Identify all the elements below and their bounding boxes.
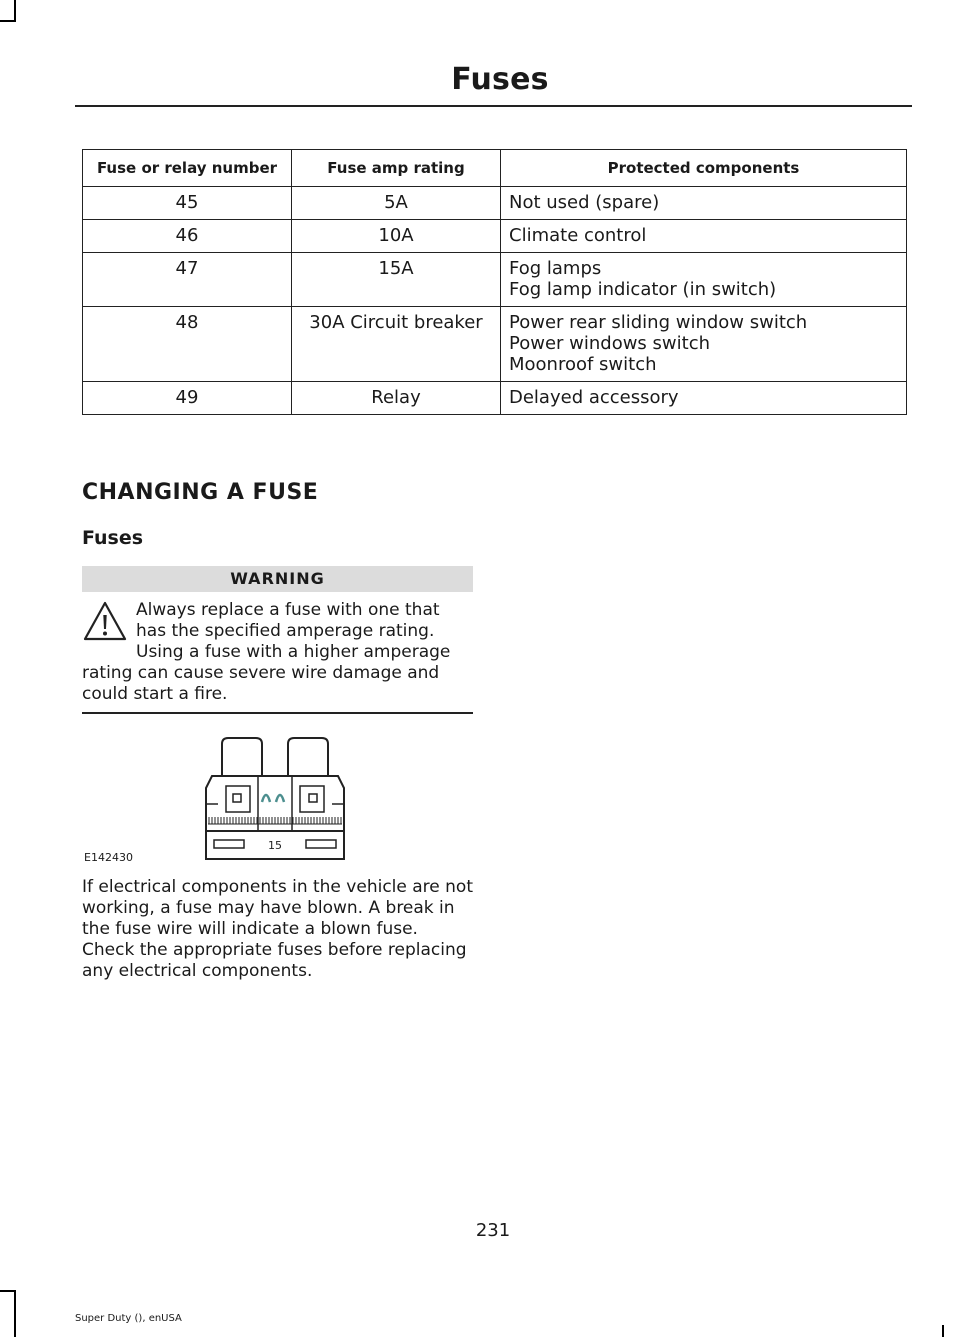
protected-components-cell [501,220,907,253]
fuse-number-cell: 49 [83,382,292,415]
column-header: Protected components [501,150,907,187]
table-row [83,307,907,382]
protected-components-cell [501,307,907,382]
protected-components-cell [501,253,907,307]
column-header: Fuse amp rating [292,150,501,187]
fuse-rating-label: 15 [268,839,282,852]
page-number: 231 [475,1220,511,1241]
column-header: Fuse or relay number [83,150,292,187]
page-title: Fuses [451,62,549,97]
fuse-amp-cell: 15A [292,253,501,307]
section-heading: CHANGING A FUSE [82,480,319,505]
fuse-amp-cell: 30A Circuit breaker [292,307,501,382]
fuse-amp-cell: 5A [292,187,501,220]
component-line: Delayed accessory [509,387,679,408]
fuse-number-cell: 46 [83,220,292,253]
fuse-number-cell: 45 [83,187,292,220]
table-row [83,253,907,307]
component-line: Fog lamps [509,258,602,279]
footer-model: Super Duty (), enUSA [75,1313,182,1324]
component-line: Moonroof switch [509,354,657,375]
warning-message: Always replace a fuse with one that has the specified amperage rating. Using a fuse with a higher amperage rating can cause severe wire damage and could start a fire. [82,600,451,704]
crop-mark [14,1290,16,1337]
table-body [83,187,907,415]
body-paragraph: If electrical components in the vehicle are not working, a fuse may have blown. A break in the fuse wire will indicate a blown fuse. Check the appropriate fuses before replacing any electrical components. [82,877,473,981]
table-row [83,382,907,415]
fuse-table [82,149,907,415]
component-line: Climate control [509,225,647,246]
warning-divider [82,712,473,714]
warning-text [82,600,474,705]
table-row [83,220,907,253]
crop-mark [0,1290,16,1292]
component-line: Power rear sliding window switch [509,312,808,333]
fuse-amp-cell: 10A [292,220,501,253]
fuse-number-cell: 47 [83,253,292,307]
fuse-illustration [200,736,350,861]
component-line: Power windows switch [509,333,710,354]
component-line: Fog lamp indicator (in switch) [509,279,777,300]
component-line: Not used (spare) [509,192,660,213]
protected-components-cell [501,382,907,415]
crop-mark [0,20,16,22]
figure-code: E142430 [84,851,133,864]
crop-mark [14,0,16,20]
crop-mark [942,1325,944,1337]
protected-components-cell [501,187,907,220]
header-divider [75,105,912,107]
warning-label: WARNING [82,566,473,592]
table-row [83,187,907,220]
table-header-row [83,150,907,187]
fuse-amp-cell: Relay [292,382,501,415]
fuse-number-cell: 48 [83,307,292,382]
sub-heading: Fuses [82,527,144,549]
